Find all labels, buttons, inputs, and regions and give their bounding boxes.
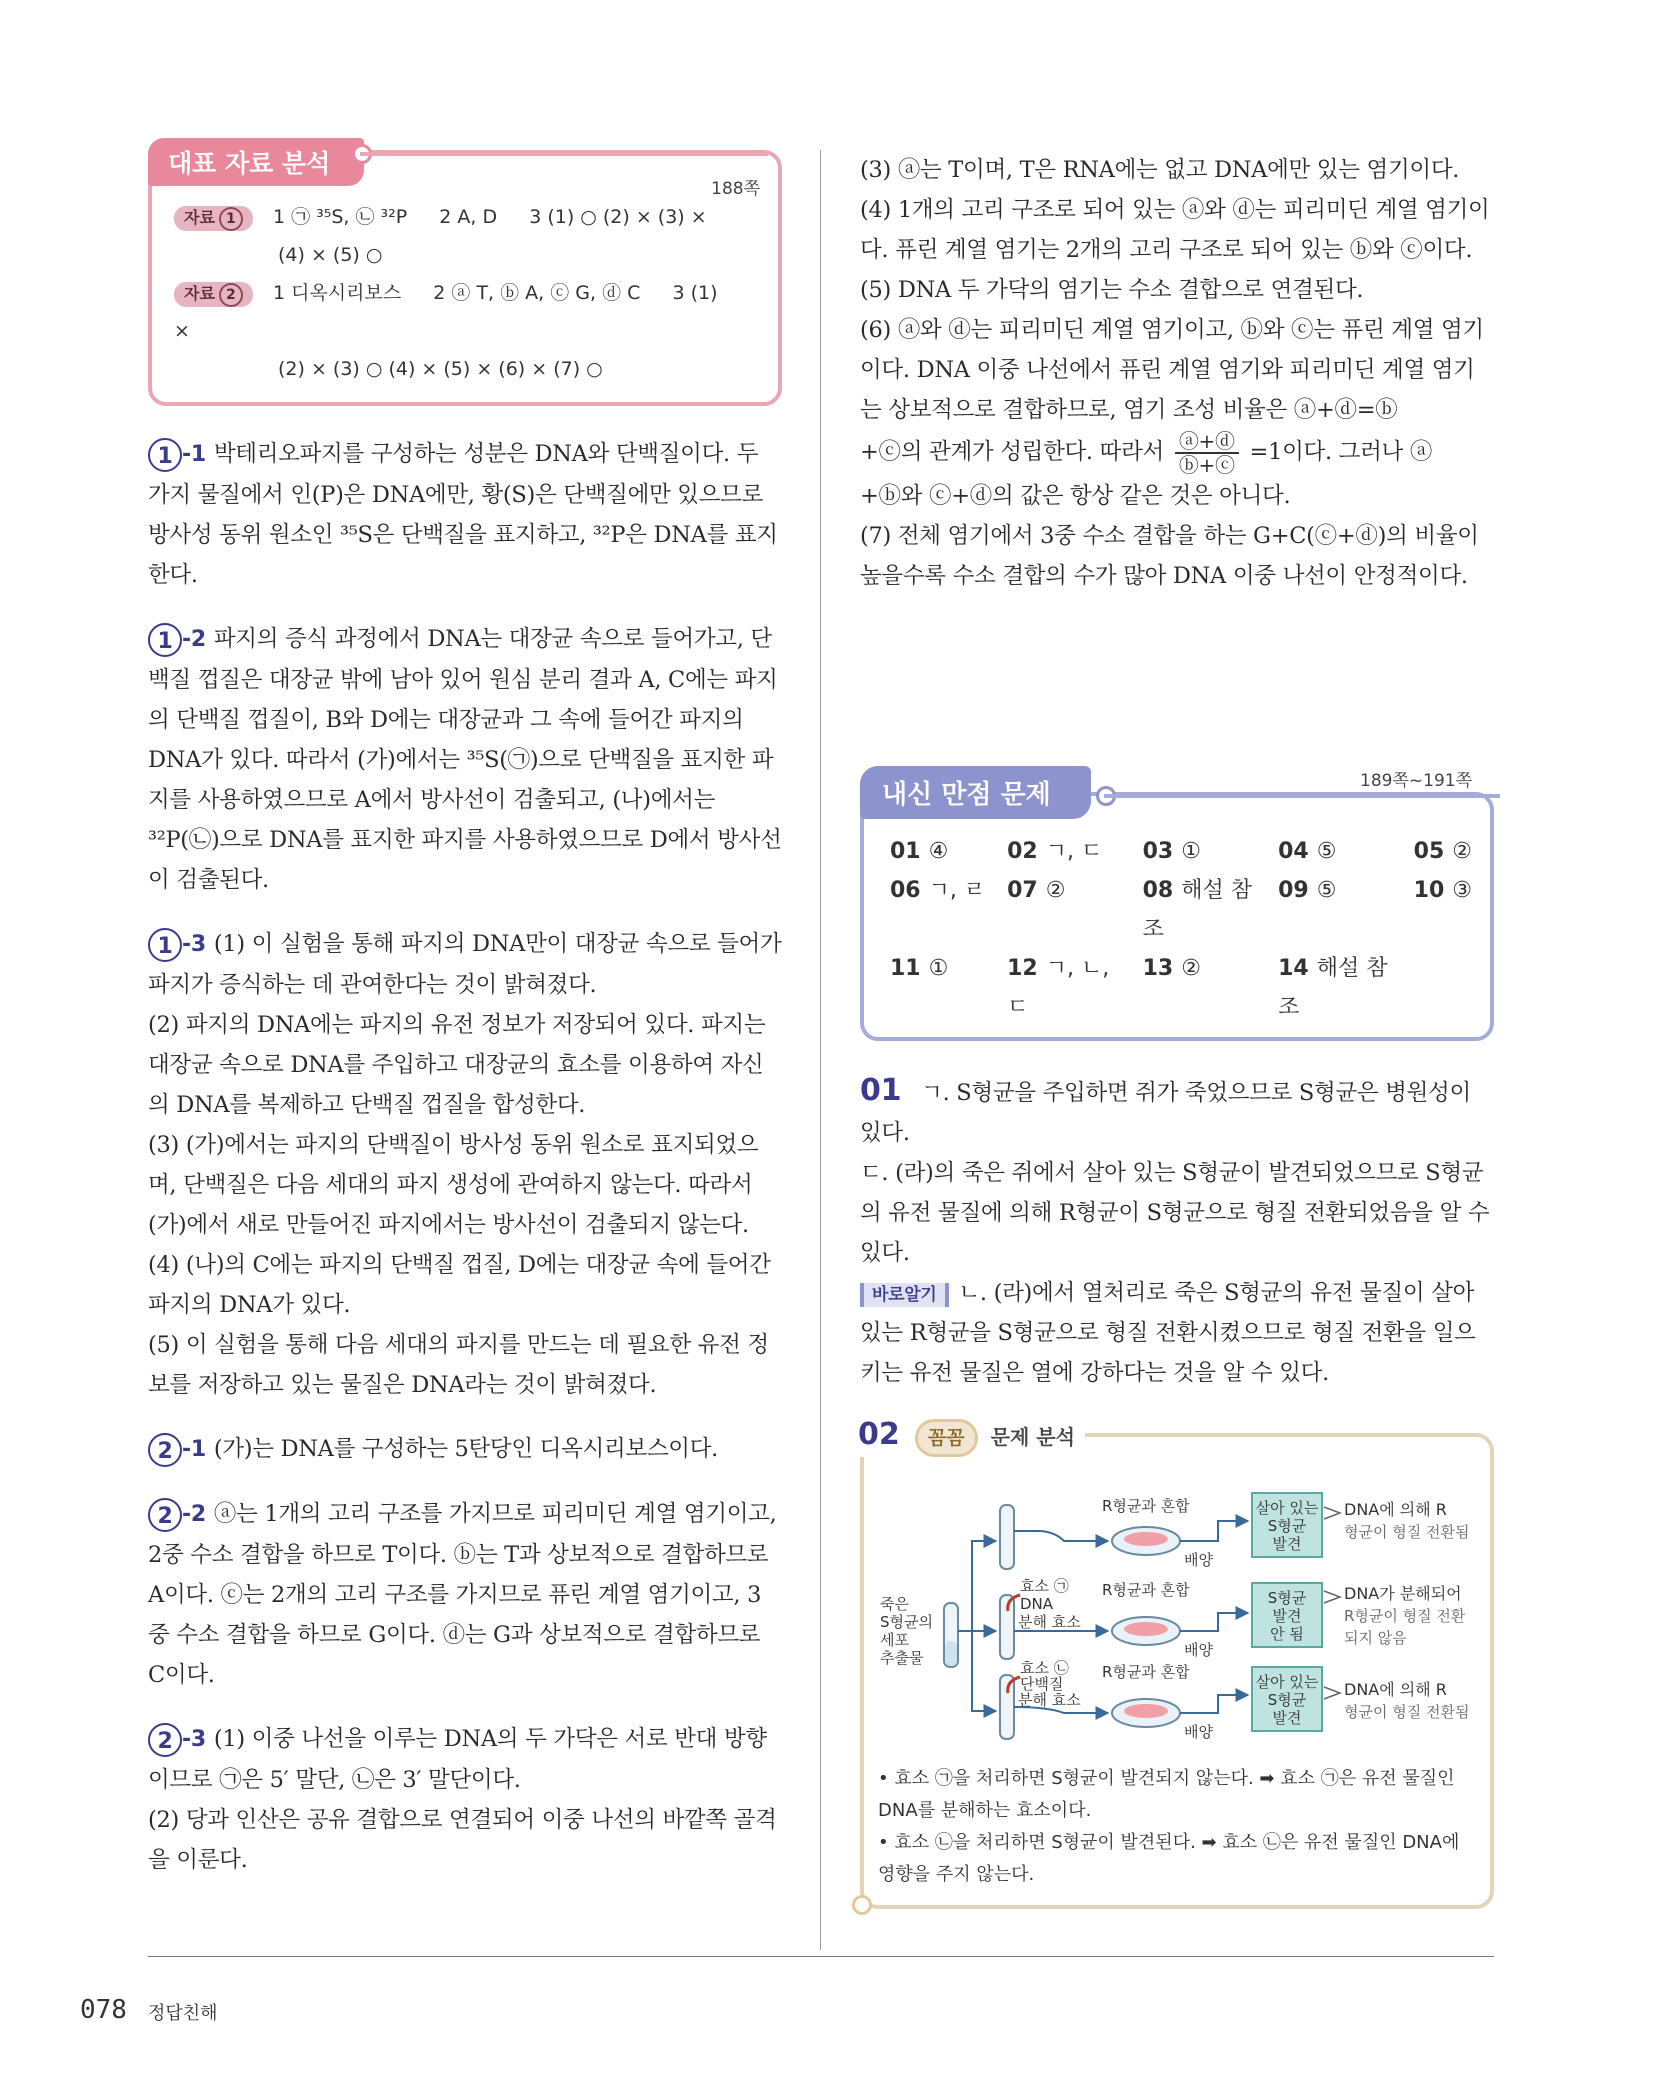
q02-header: [858, 1417, 1085, 1457]
source-label-1: 죽은: [880, 1595, 909, 1613]
kkomkkom-badge: 꼼꼼: [915, 1419, 978, 1457]
naesin-box: [860, 771, 1494, 1041]
analysis-diagram-box: [858, 1417, 1494, 1909]
answer-item: 05 ②: [1413, 839, 1472, 864]
question-number: 02: [858, 1417, 900, 1452]
answer-item: 01 ④: [890, 839, 949, 864]
left-column: [148, 150, 782, 1880]
section-2-3-item-2: (2) 당과 인산은 공유 결합으로 연결되어 이중 나선의 바깥쪽 골격을 이룬다.: [148, 1807, 777, 1873]
answer-1-1: 1 ㉠ ³⁵S, ㉡ ³²P: [272, 206, 408, 228]
answer-item: 03 ①: [1142, 839, 1201, 864]
enzyme2-label: 효소 ㉡: [1020, 1659, 1069, 1677]
svg-text:DNA가 분해되어: DNA가 분해되어: [1344, 1584, 1462, 1603]
item-3: (3) ⓐ는 T이며, T은 RNA에는 없고 DNA에만 있는 염기이다.: [860, 157, 1460, 183]
analysis-box: [148, 150, 782, 406]
answer-item: 04 ⑤: [1278, 839, 1337, 864]
enzyme2-kind: 분해 효소: [1018, 1691, 1081, 1709]
section-1-1: 1 -1 박테리오파지를 구성하는 성분은 DNA와 단백질이다. 두 가지 물질에서 인(P)은 DNA에만, 황(S)은 단백질에만 있으므로 방사성 동위 원소인 ³⁵S은 단백질을 표지하고, ³²P은 DNA를 표지한다.: [148, 434, 782, 595]
source-label-3: 세포: [880, 1631, 909, 1649]
tail-dot: [852, 1895, 872, 1915]
analysis-row-2: [174, 274, 762, 350]
svg-text:형균이 형질 전환됨: 형균이 형질 전환됨: [1344, 1523, 1470, 1541]
question-number: 01: [860, 1073, 902, 1108]
column-divider: [820, 150, 821, 1950]
svg-text:S형균: S형균: [1267, 1691, 1307, 1709]
svg-text:발견: 발견: [1272, 1607, 1302, 1625]
answer-2-3: 3 (1) ×: [174, 282, 718, 342]
section-2-2: 2 -2 ⓐ는 1개의 고리 구조를 가지므로 피리미딘 계열 염기이고, 2중 수소 결합을 하므로 T이다. ⓑ는 T과 상보적으로 결합하므로 A이다. ⓒ는 2개의 고리 구조를 가지므로 퓨린 계열 염기이고, 3중 수소 결합을 하므로 G이다. ⓓ는 G과 상보적으로 결합하므로 C이다.: [148, 1494, 782, 1695]
enzyme1-kind: 분해 효소: [1018, 1613, 1081, 1631]
item-7: (7) 전체 염기에서 3중 수소 결합을 하는 G+C(ⓒ+ⓓ)의 비율이 높을수록 수소 결합의 수가 많아 DNA 이중 나선이 안정적이다.: [860, 523, 1479, 589]
answer-2-3-cont: (2) × (3) ○ (4) × (5) × (6) × (7) ○: [278, 358, 603, 380]
griffith-experiment-diagram: [878, 1491, 1478, 1751]
item-6: (6) ⓐ와 ⓓ는 피리미딘 계열 염기이고, ⓑ와 ⓒ는 퓨린 계열 염기이다. DNA 이중 나선에서 퓨린 계열 염기와 피리미딘 계열 염기는 상보적으로 결합하므로, 염기 조성 비율은 ⓐ+ⓓ=ⓑ: [860, 317, 1484, 423]
svg-text:되지 않음: 되지 않음: [1344, 1629, 1407, 1647]
culture-label-3: 배양: [1184, 1723, 1213, 1741]
item-6-formula: +ⓒ의 관계가 성립한다. 따라서 $\frac{ⓐ+ⓓ}{ⓑ+ⓒ}$ =1이다. 그러나 ⓐ: [860, 429, 1433, 477]
answer-1-2: 2 A, D: [439, 206, 498, 228]
svg-text:DNA에 의해 R: DNA에 의해 R: [1344, 1500, 1447, 1519]
bullet-2: • 효소 ㉡을 처리하면 S형균이 발견된다. ➡ 효소 ㉡은 유전 물질인 DNA에 영향을 주지 않는다.: [878, 1832, 1460, 1885]
answer-2-1: 1 디옥시리보스: [272, 282, 402, 304]
q01-text-3: 바로알기 ㄴ. (라)에서 열처리로 죽은 S형균의 유전 물질이 살아 있는 R형균을 S형균으로 형질 전환시켰으므로 형질 전환을 일으키는 유전 물질은 열에 강하다는 것을 알 수 있다.: [860, 1280, 1476, 1386]
item-6-cont: +ⓑ와 ⓒ+ⓓ의 값은 항상 같은 것은 아니다.: [860, 483, 1291, 509]
culture-label-2: 배양: [1184, 1641, 1213, 1659]
svg-text:살아 있는: 살아 있는: [1255, 1499, 1319, 1517]
answer-item: 10 ③: [1413, 878, 1472, 903]
section-number: 2: [148, 1433, 182, 1467]
svg-text:형균이 형질 전환됨: 형균이 형질 전환됨: [1344, 1703, 1470, 1721]
section-1-2: 1 -2 파지의 증식 과정에서 DNA는 대장균 속으로 들어가고, 단백질 껍질은 대장균 밖에 남아 있어 원심 분리 결과 A, C에는 파지의 단백질 껍질이, B와 D에는 대장균과 그 속에 들어간 파지의 DNA가 있다. 따라서 (가)에서는 ³⁵S(㉠)으로 단백질을 표지한 파지를 사용하였으므로 A에서 방사선이 검출되고, (나)에서는 ³²P(㉡)으로 DNA를 표지한 파지를 사용하였으므로 D에서 방사선이 검출된다.: [148, 619, 782, 900]
naesin-title: 내신 만점 문제: [860, 766, 1091, 819]
source-label-4: 추출물: [880, 1649, 924, 1667]
mix-label-2: R형균과 혼합: [1102, 1581, 1190, 1599]
svg-text:발견: 발견: [1272, 1535, 1302, 1553]
enzyme2-target: 단백질: [1020, 1675, 1064, 1693]
section-1-3-item-2: (2) 파지의 DNA에는 파지의 유전 정보가 저장되어 있다. 파지는 대장균 속으로 DNA를 주입하고 대장균의 효소를 이용하여 자신의 DNA를 복제하고 단백질 껍질을 합성한다.: [148, 1012, 766, 1118]
mix-label-1: R형균과 혼합: [1102, 1497, 1190, 1515]
section-1-3-item-5: (5) 이 실험을 통해 다음 세대의 파지를 만드는 데 필요한 유전 정보를 저장하고 있는 물질은 DNA라는 것이 밝혀졌다.: [148, 1332, 769, 1398]
tab-line: [360, 152, 768, 156]
svg-text:발견: 발견: [1272, 1709, 1302, 1727]
answer-1-3-cont: (4) × (5) ○: [278, 244, 383, 266]
data-label-1: 자료 1: [174, 206, 253, 231]
answer-grid: [890, 832, 1472, 1027]
svg-text:S형균: S형균: [1267, 1517, 1307, 1535]
q01-text-1: 01 ㄱ. S형균을 주입하면 쥐가 죽었으므로 S형균은 병원성이 있다.: [860, 1073, 1471, 1146]
item-4: (4) 1개의 고리 구조로 되어 있는 ⓐ와 ⓓ는 피리미딘 계열 염기이다. 퓨린 계열 염기는 2개의 고리 구조로 되어 있는 ⓑ와 ⓒ이다.: [860, 197, 1490, 263]
naesin-page-ref: 189쪽~191쪽: [1360, 771, 1472, 791]
page-number: 078: [80, 1995, 127, 2025]
source-tube-liquid: [945, 1641, 957, 1666]
answer-item: 14 해설 참조: [1278, 956, 1388, 1020]
analysis-title: 대표 자료 분석: [148, 138, 364, 186]
mix-label-3: R형균과 혼합: [1102, 1663, 1190, 1681]
answer-1-3: 3 (1) ○ (2) × (3) ×: [529, 206, 707, 228]
answer-2-2: 2 ⓐ T, ⓑ A, ⓒ G, ⓓ C: [433, 282, 641, 304]
item-5: (5) DNA 두 가닥의 염기는 수소 결합으로 연결된다.: [860, 277, 1364, 303]
section-1-3-item-3: (3) (가)에서는 파지의 단백질이 방사성 동위 원소로 표지되었으며, 단백질은 다음 세대의 파지 생성에 관여하지 않는다. 따라서 (가)에서 새로 만들어진 파지에서는 방사선이 검출되지 않는다.: [148, 1132, 759, 1238]
tab-line: [1104, 794, 1500, 798]
answer-item: 08 해설 참조: [1142, 878, 1252, 942]
answer-item: 09 ⑤: [1278, 878, 1337, 903]
culture-label-1: 배양: [1184, 1551, 1213, 1569]
baro-badge: 바로알기: [860, 1283, 949, 1307]
section-number: 2: [148, 1723, 182, 1757]
svg-text:R형균이 형질 전환: R형균이 형질 전환: [1344, 1607, 1466, 1625]
data-label-2: 자료 2: [174, 282, 253, 307]
bullet-1: • 효소 ㉠을 처리하면 S형균이 발견되지 않는다. ➡ 효소 ㉠은 유전 물질인 DNA를 분해하는 효소이다.: [878, 1768, 1455, 1821]
section-1-3-item-4: (4) (나)의 C에는 파지의 단백질 껍질, D에는 대장균 속에 들어간 파지의 DNA가 있다.: [148, 1252, 771, 1318]
section-number: 1: [148, 928, 182, 962]
enzyme1-label: 효소 ㉠: [1020, 1577, 1069, 1595]
answer-item: 13 ②: [1142, 956, 1201, 981]
enzyme1-target: DNA: [1020, 1595, 1054, 1613]
section-number: 2: [148, 1498, 182, 1532]
source-label-2: S형균의: [880, 1613, 933, 1631]
q01-text-2: ㄷ. (라)의 죽은 쥐에서 살아 있는 S형균이 발견되었으므로 S형균의 유전 물질에 의해 R형균이 S형균으로 형질 전환되었음을 알 수 있다.: [860, 1160, 1490, 1266]
svg-text:안 됨: 안 됨: [1270, 1625, 1304, 1643]
footer-label: 정답친해: [148, 2003, 218, 2024]
footer-line: [148, 1956, 1494, 1957]
answer-item: 12 ㄱ, ㄴ, ㄷ: [1007, 956, 1110, 1020]
answer-item: 11 ①: [890, 956, 949, 981]
section-number: 1: [148, 623, 182, 657]
right-column: [860, 150, 1494, 1909]
section-2-3: 2 -3 (1) 이중 나선을 이루는 DNA의 두 가닥은 서로 반대 방향이므로 ㉠은 5′ 말단, ㉡은 3′ 말단이다.: [148, 1719, 782, 1800]
answer-item: 07 ②: [1007, 878, 1066, 903]
section-number: 1: [148, 438, 182, 472]
analysis-page-ref: 188쪽: [711, 179, 760, 199]
answer-item: 06 ㄱ, ㄹ: [890, 878, 986, 903]
section-1-3: 1 -3 (1) 이 실험을 통해 파지의 DNA만이 대장균 속으로 들어가 파지가 증식하는 데 관여한다는 것이 밝혀졌다.: [148, 924, 782, 1005]
svg-text:DNA에 의해 R: DNA에 의해 R: [1344, 1680, 1447, 1699]
section-2-1: 2 -1 (가)는 DNA를 구성하는 5탄당인 디옥시리보스이다.: [148, 1429, 782, 1470]
svg-text:살아 있는: 살아 있는: [1255, 1673, 1319, 1691]
q02-title: 문제 분석: [990, 1425, 1075, 1449]
analysis-row-1: [174, 198, 762, 236]
svg-text:S형균: S형균: [1267, 1589, 1307, 1607]
answer-item: 02 ㄱ, ㄷ: [1007, 839, 1103, 864]
fraction: $\frac{ⓐ+ⓓ}{ⓑ+ⓒ}$: [1175, 430, 1239, 476]
